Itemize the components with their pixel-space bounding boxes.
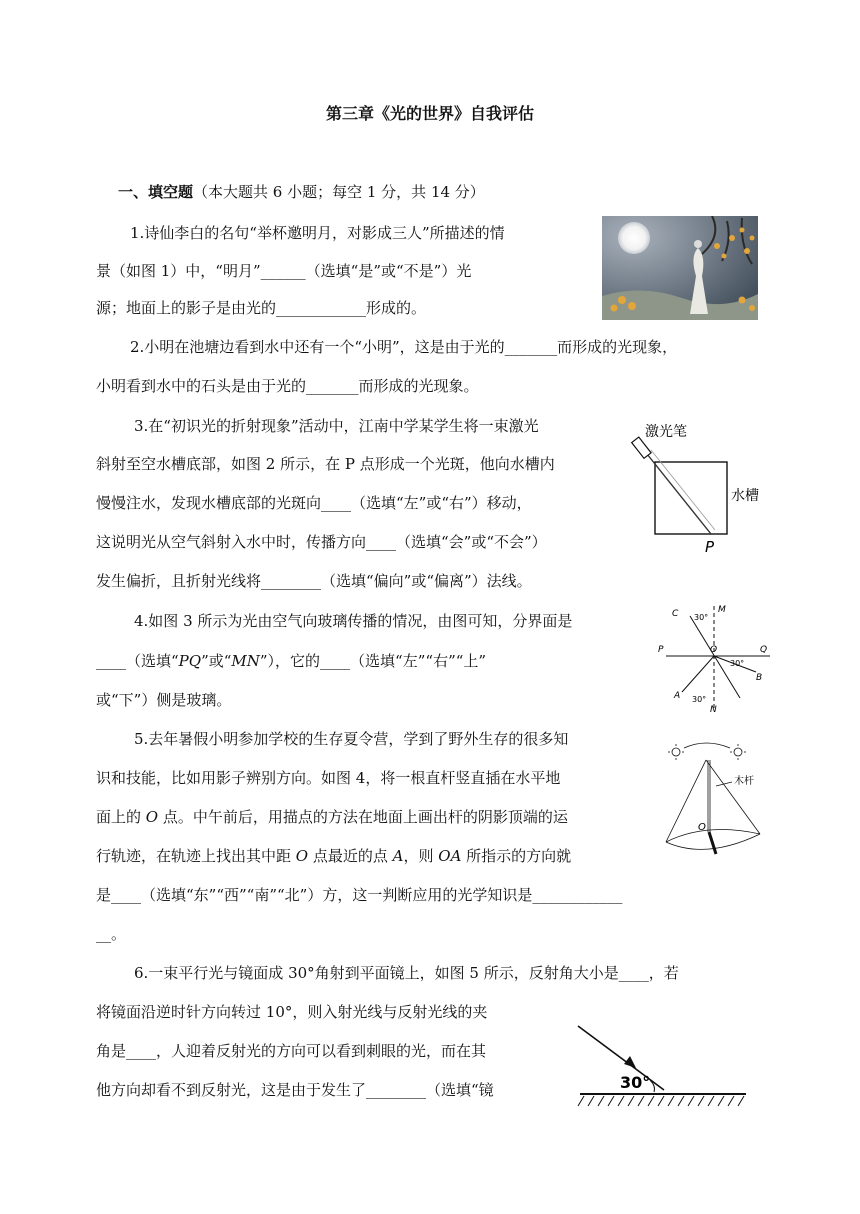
q5-line6: __。	[96, 925, 127, 943]
figure-2-laser-tank	[625, 418, 765, 556]
angle-30-label: 30°	[620, 1073, 651, 1092]
q6-line3: 角是____，人迎着反射光的方向可以看到刺眼的光，而在其	[96, 1042, 487, 1060]
q3-line1: 3.在“初识光的折射现象”活动中，江南中学某学生将一束激光	[134, 417, 539, 435]
section-title: 一、填空题	[118, 183, 194, 201]
pole-label: 木杆	[734, 776, 754, 787]
label-q: Q	[760, 645, 768, 655]
label-n: N	[710, 705, 717, 715]
q6-line4: 他方向却看不到反射光，这是由于发生了________（选填“镜	[96, 1081, 494, 1099]
q6-line2: 将镜面沿逆时针方向转过 10°，则入射光线与反射光线的夹	[96, 1003, 488, 1021]
tank-label: 水槽	[731, 488, 759, 504]
q5-text: 点最近的点	[308, 847, 393, 865]
laser-pen-label: 激光笔	[645, 424, 687, 440]
angle-label: 30°	[694, 613, 709, 622]
q4-text: ____（选填“	[96, 652, 179, 670]
label-a: A	[674, 691, 681, 701]
q4-pq: PQ	[178, 652, 202, 670]
q5-line5: 是____（选填“东”“西”“南”“北”）方，这一判断应用的光学知识是____________	[96, 886, 623, 904]
q5-text: 点。中午前后，用描点的方法在地面上画出杆的阴影顶端的运	[158, 808, 568, 826]
q5-line2: 识和技能，比如用影子辨别方向。如图 4，将一根直杆竖直插在水平地	[96, 769, 561, 787]
label-p: P	[658, 645, 664, 655]
q2-line1: 2.小明在池塘边看到水中还有一个“小明”，这是由于光的_______而形成的光现象，	[130, 338, 678, 356]
angle-label: 30°	[692, 695, 707, 704]
section-note: （本大题共 6 小题；每空 1 分，共 14 分）	[193, 183, 485, 201]
label-b: B	[756, 673, 763, 683]
q4-text: ”），它的____（选填“左”“右”“上”	[259, 652, 487, 670]
q5-o: O	[295, 847, 309, 865]
q5-line4	[96, 846, 571, 866]
q5-line1: 5.去年暑假小明参加学校的生存夏令营，学到了野外生存的很多知	[134, 730, 569, 748]
label-c: C	[672, 609, 679, 619]
q5-oa: OA	[438, 847, 462, 865]
label-m: M	[718, 605, 726, 615]
q3-line2: 斜射至空水槽底部，如图 2 所示，在 P 点形成一个光斑，他向水槽内	[96, 455, 555, 473]
q5-text: 所指示的方向就	[461, 847, 572, 865]
q5-text: ，则	[403, 847, 439, 865]
figure-1-moon-poet	[602, 216, 758, 320]
label-o: O	[710, 645, 718, 655]
point-o-label: O	[698, 822, 706, 833]
q1-line3: 源；地面上的影子是由光的____________形成的。	[96, 299, 427, 317]
q4-line3: 或“下”）侧是玻璃。	[96, 691, 232, 709]
q5-text: 面上的	[96, 808, 146, 826]
q5-line3	[96, 807, 568, 827]
q5-a: A	[392, 847, 404, 865]
q4-text: ”或“	[201, 652, 232, 670]
q4-line1: 4.如图 3 所示为光由空气向玻璃传播的情况，由图可知，分界面是	[134, 612, 573, 630]
angle-label: 30°	[730, 659, 745, 668]
figure-3-refraction	[652, 600, 776, 718]
figure-5-mirror	[572, 1016, 748, 1112]
q3-line5: 发生偏折，且折射光线将________（选填“偏向”或“偏离”）法线。	[96, 572, 532, 590]
q2-line2: 小明看到水中的石头是由于光的_______而形成的光现象。	[96, 377, 479, 395]
q1-line2: 景（如图 1）中，“明月”______（选填“是”或“不是”）光	[96, 262, 472, 280]
q4-line2	[96, 651, 486, 671]
q5-o: O	[145, 808, 159, 826]
q5-text: 行轨迹，在轨迹上找出其中距	[96, 847, 296, 865]
q1-line1: 1.诗仙李白的名句“举杯邀明月，对影成三人”所描述的情	[130, 224, 505, 242]
q3-line3: 慢慢注水，发现水槽底部的光斑向____（选填“左”或“右”）移动，	[96, 494, 532, 512]
q3-line4: 这说明光从空气斜射入水中时，传播方向____（选填“会”或“不会”）	[96, 533, 547, 551]
page-title: 第三章《光的世界》自我评估	[325, 104, 534, 123]
point-p-label: P	[705, 538, 715, 556]
figure-4-pole-shadow	[656, 738, 776, 868]
q4-mn: MN	[231, 652, 260, 670]
section-heading	[118, 182, 485, 202]
q6-line1: 6.一束平行光与镜面成 30°角射到平面镜上，如图 5 所示，反射角大小是____，若	[134, 964, 679, 982]
